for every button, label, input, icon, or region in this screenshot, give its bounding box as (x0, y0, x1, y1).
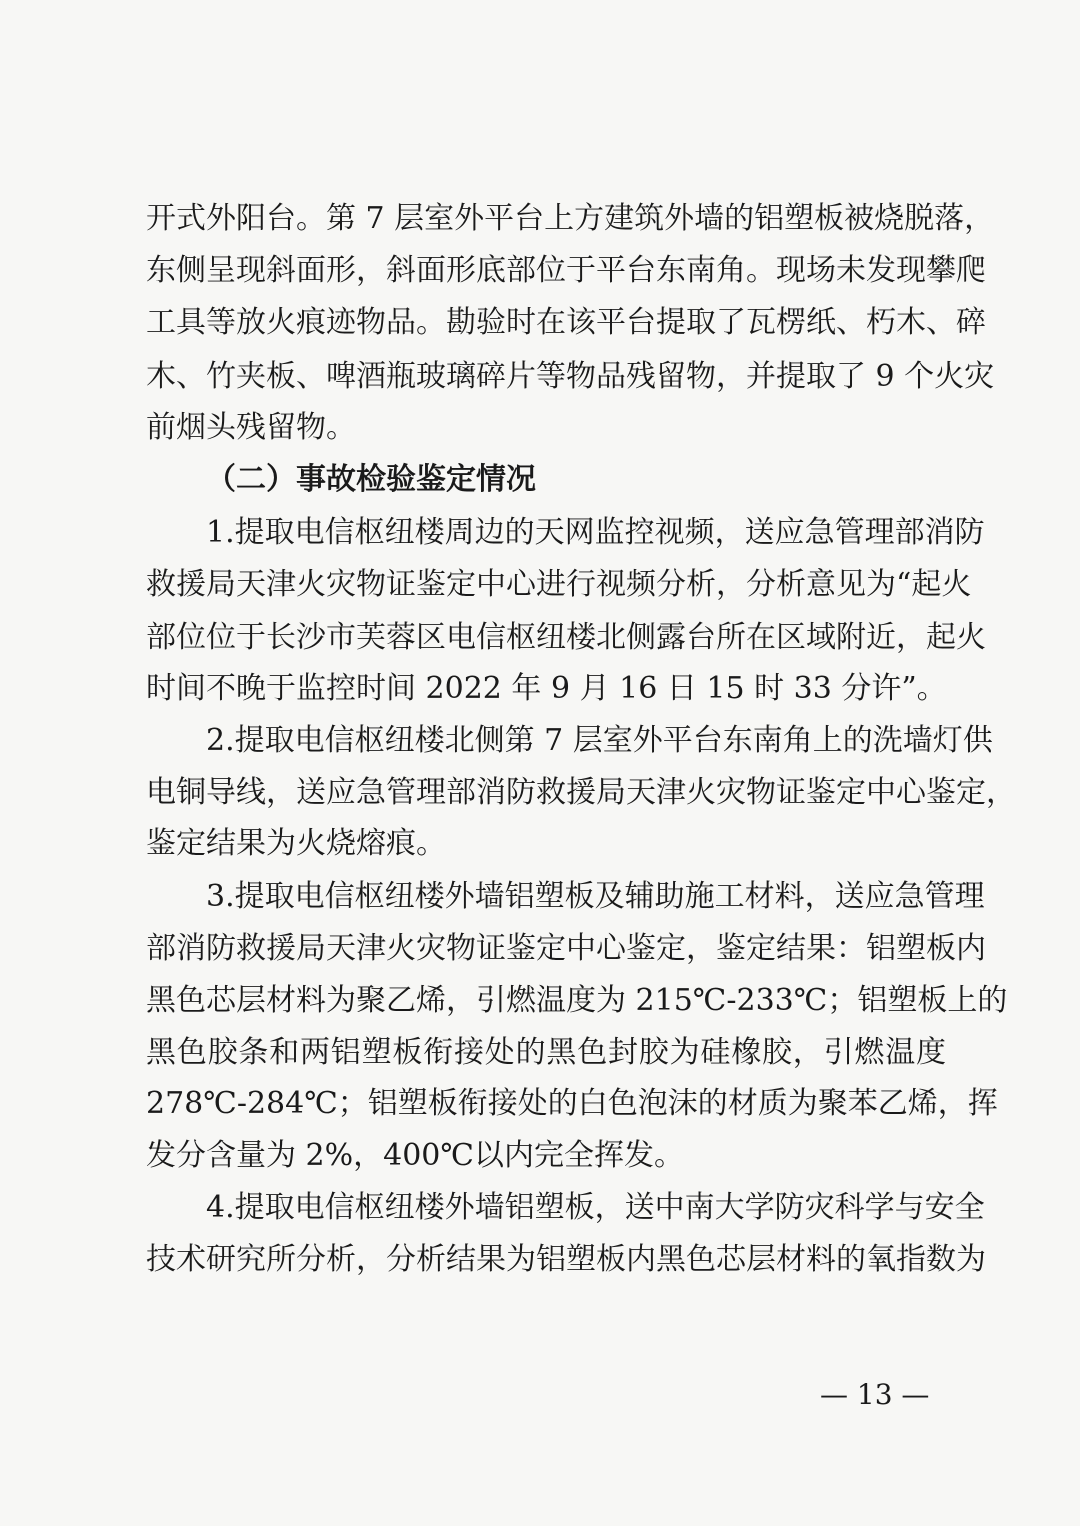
paragraph-line: 前烟头残留物。 (146, 410, 356, 445)
item-2-line: 2.提取电信枢纽楼北侧第 7 层室外平台东南角上的洗墙灯供 (206, 723, 993, 758)
item-2-line: 鉴定结果为火烧熔痕。 (146, 826, 446, 861)
section-heading: （二）事故检验鉴定情况 (206, 462, 536, 497)
item-4-line: 4.提取电信枢纽楼外墙铝塑板，送中南大学防灾科学与安全 (206, 1190, 985, 1225)
item-1-line: 时间不晚于监控时间 2022 年 9 月 16 日 15 时 33 分许”。 (146, 671, 947, 706)
paragraph-line: 东侧呈现斜面形，斜面形底部位于平台东南角。现场未发现攀爬 (146, 253, 986, 288)
item-3-line: 黑色胶条和两铝塑板衔接处的黑色封胶为硅橡胶，引燃温度 (146, 1035, 946, 1070)
item-4-line: 技术研究所分析，分析结果为铝塑板内黑色芯层材料的氧指数为 (146, 1242, 986, 1277)
paragraph-line: 木、竹夹板、啤酒瓶玻璃碎片等物品残留物，并提取了 9 个火灾 (146, 359, 995, 394)
paragraph-line: 开式外阳台。第 7 层室外平台上方建筑外墙的铝塑板被烧脱落， (146, 201, 995, 236)
item-1-line: 1.提取电信枢纽楼周边的天网监控视频，送应急管理部消防 (206, 515, 985, 550)
item-3-line: 黑色芯层材料为聚乙烯，引燃温度为 215℃-233℃；铝塑板上的 (146, 983, 1008, 1018)
paragraph-line: 工具等放火痕迹物品。勘验时在该平台提取了瓦楞纸、朽木、碎 (146, 305, 986, 340)
item-1-line: 部位位于长沙市芙蓉区电信枢纽楼北侧露台所在区域附近，起火 (146, 620, 986, 655)
item-3-line: 部消防救援局天津火灾物证鉴定中心鉴定，鉴定结果：铝塑板内 (146, 931, 986, 966)
item-2-line: 电铜导线，送应急管理部消防救援局天津火灾物证鉴定中心鉴定， (146, 775, 1016, 810)
item-3-line: 278℃-284℃；铝塑板衔接处的白色泡沫的材质为聚苯乙烯，挥 (146, 1086, 998, 1121)
item-1-line: 救援局天津火灾物证鉴定中心进行视频分析，分析意见为“起火 (146, 567, 972, 602)
item-3-line: 3.提取电信枢纽楼外墙铝塑板及辅助施工材料，送应急管理 (206, 879, 985, 914)
page-number: — 13 — (820, 1378, 930, 1411)
item-3-line: 发分含量为 2%，400℃以内完全挥发。 (146, 1138, 684, 1173)
